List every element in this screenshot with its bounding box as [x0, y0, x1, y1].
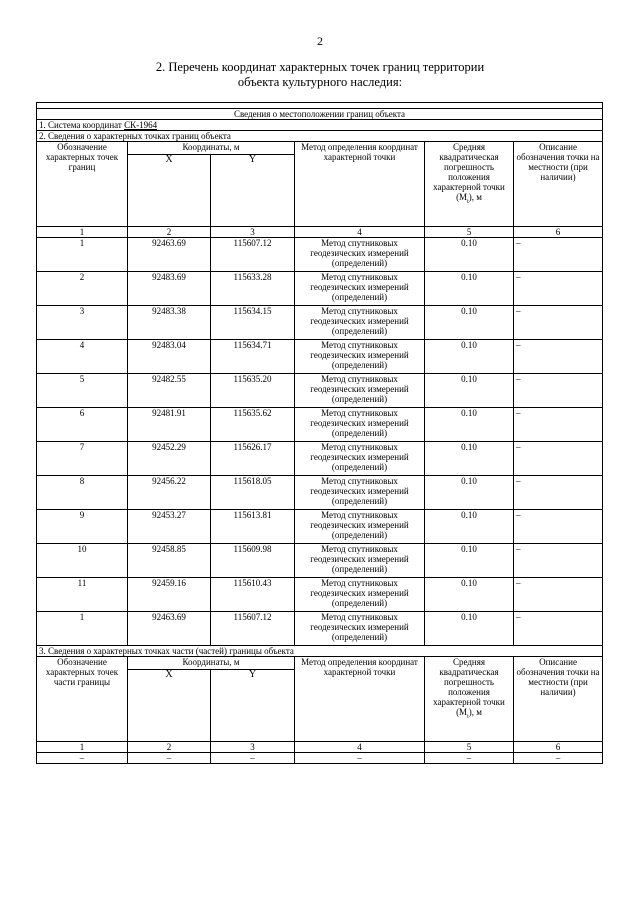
- method-line: Метод спутниковых: [321, 510, 398, 520]
- method-cell: [295, 340, 425, 374]
- point-description: –: [514, 374, 603, 408]
- coord-x: 92463.69: [128, 612, 211, 646]
- method-line: геодезических измерений: [310, 622, 409, 632]
- method-line: геодезических измерений: [310, 452, 409, 462]
- table-row: [37, 544, 603, 578]
- column-number-4: 4: [295, 227, 425, 238]
- header-accuracy: [425, 142, 514, 227]
- point-description: –: [514, 340, 603, 374]
- coord-y: 115613.81: [211, 510, 295, 544]
- point-number: 10: [37, 544, 128, 578]
- method-line: Метод спутниковых: [321, 476, 398, 486]
- title-line-2: объекта культурного наследия:: [237, 75, 403, 89]
- part-column-number-5: 5: [425, 742, 514, 753]
- header-accuracy-tail: ), м: [468, 192, 482, 202]
- coord-system-row: [37, 120, 603, 131]
- method-line: Метод спутниковых: [321, 612, 398, 622]
- table-row: [37, 408, 603, 442]
- accuracy-value: 0.10: [425, 578, 514, 612]
- coord-x: 92482.55: [128, 374, 211, 408]
- table-row: [37, 306, 603, 340]
- table-heading-row: [37, 109, 603, 120]
- method-cell: [295, 578, 425, 612]
- method-line: (определений): [331, 428, 388, 438]
- point-number: 7: [37, 442, 128, 476]
- method-line: геодезических измерений: [310, 316, 409, 326]
- coord-y: 115635.62: [211, 408, 295, 442]
- method-cell: [295, 374, 425, 408]
- method-line: Метод спутниковых: [321, 340, 398, 350]
- point-number: 1: [37, 238, 128, 272]
- method-line: (определений): [331, 292, 388, 302]
- method-line: Метод спутниковых: [321, 374, 398, 384]
- header-x: X: [128, 155, 211, 227]
- coord-system-label: 1. Система координат: [39, 120, 122, 130]
- coord-y: 115607.12: [211, 238, 295, 272]
- point-description: –: [514, 238, 603, 272]
- section-3-title: 3. Сведения о характерных точках части (частей) границы объекта: [37, 646, 603, 657]
- method-line: Метод спутниковых: [321, 272, 398, 282]
- point-description: –: [514, 476, 603, 510]
- method-cell: [295, 510, 425, 544]
- section-2-title: 2. Сведения о характерных точках границ объекта: [37, 131, 603, 142]
- part-header-accuracy: [425, 657, 514, 742]
- point-number: 6: [37, 408, 128, 442]
- part-header-accuracy-text: Средняя квадратическая погрешность положения характерной точки (M: [433, 657, 505, 717]
- coord-x: 92456.22: [128, 476, 211, 510]
- coord-y: 115634.71: [211, 340, 295, 374]
- method-line: (определений): [331, 598, 388, 608]
- point-number: 2: [37, 272, 128, 306]
- header-y: Y: [211, 155, 295, 227]
- coord-x: 92452.29: [128, 442, 211, 476]
- method-cell: [295, 544, 425, 578]
- part-column-number-1: 1: [37, 742, 128, 753]
- method-line: (определений): [331, 530, 388, 540]
- coord-x: 92481.91: [128, 408, 211, 442]
- point-description: –: [514, 612, 603, 646]
- point-description: –: [514, 442, 603, 476]
- coord-y: 115633.28: [211, 272, 295, 306]
- accuracy-value: 0.10: [425, 238, 514, 272]
- accuracy-value: 0.10: [425, 476, 514, 510]
- point-number: 5: [37, 374, 128, 408]
- part-header-row-1: [37, 657, 603, 670]
- table-row: [37, 340, 603, 374]
- accuracy-value: 0.10: [425, 374, 514, 408]
- coord-x: 92463.69: [128, 238, 211, 272]
- coord-x: 92483.04: [128, 340, 211, 374]
- table-row: [37, 442, 603, 476]
- accuracy-value: 0.10: [425, 272, 514, 306]
- accuracy-value: 0.10: [425, 612, 514, 646]
- coord-x: 92483.69: [128, 272, 211, 306]
- method-cell: [295, 476, 425, 510]
- method-line: Метод спутниковых: [321, 578, 398, 588]
- part-cell-2: –: [128, 753, 211, 764]
- method-line: (определений): [331, 394, 388, 404]
- coord-system: [37, 120, 603, 131]
- point-number: 4: [37, 340, 128, 374]
- table-row: [37, 612, 603, 646]
- column-number-5: 5: [425, 227, 514, 238]
- header-accuracy-text: Средняя квадратическая погрешность положения характерной точки (M: [433, 142, 505, 202]
- point-description: –: [514, 408, 603, 442]
- coord-x: 92458.85: [128, 544, 211, 578]
- method-line: (определений): [331, 564, 388, 574]
- column-number-3: 3: [211, 227, 295, 238]
- coord-y: 115609.98: [211, 544, 295, 578]
- part-header-accuracy-tail: ), м: [468, 707, 482, 717]
- part-column-numbers-row: [37, 742, 603, 753]
- method-line: (определений): [331, 360, 388, 370]
- table-row: [37, 510, 603, 544]
- column-numbers-row: [37, 227, 603, 238]
- method-line: Метод спутниковых: [321, 442, 398, 452]
- table-row: [37, 578, 603, 612]
- title-line-1: 2. Перечень координат характерных точек границ территории: [155, 60, 485, 74]
- coord-y: 115635.20: [211, 374, 295, 408]
- accuracy-value: 0.10: [425, 442, 514, 476]
- page-number: 2: [317, 34, 323, 48]
- point-description: –: [514, 510, 603, 544]
- method-line: геодезических измерений: [310, 350, 409, 360]
- header-method: Метод определения координат характерной точки: [295, 142, 425, 227]
- table-row: [37, 374, 603, 408]
- coord-y: 115626.17: [211, 442, 295, 476]
- method-line: Метод спутниковых: [321, 408, 398, 418]
- part-header-coordinates: Координаты, м: [128, 657, 295, 670]
- method-cell: [295, 612, 425, 646]
- method-line: (определений): [331, 258, 388, 268]
- coord-x: 92459.16: [128, 578, 211, 612]
- coord-y: 115607.12: [211, 612, 295, 646]
- part-header-description: Описание обозначения точки на местности (при наличии): [514, 657, 603, 742]
- method-cell: [295, 238, 425, 272]
- coord-x: 92483.38: [128, 306, 211, 340]
- point-number: 3: [37, 306, 128, 340]
- header-coordinates: Координаты, м: [128, 142, 295, 155]
- coord-y: 115610.43: [211, 578, 295, 612]
- table-heading: Сведения о местоположении границ объекта: [37, 109, 603, 120]
- part-cell-4: –: [295, 753, 425, 764]
- method-line: (определений): [331, 326, 388, 336]
- table-row: [37, 476, 603, 510]
- method-line: геодезических измерений: [310, 248, 409, 258]
- method-line: (определений): [331, 496, 388, 506]
- part-header-accuracy-sub: t: [467, 713, 469, 720]
- point-number: 11: [37, 578, 128, 612]
- header-accuracy-sub: t: [467, 198, 469, 205]
- method-line: (определений): [331, 632, 388, 642]
- header-row-1: [37, 142, 603, 155]
- column-number-2: 2: [128, 227, 211, 238]
- table-row: [37, 272, 603, 306]
- method-line: Метод спутниковых: [321, 544, 398, 554]
- method-cell: [295, 442, 425, 476]
- method-cell: [295, 408, 425, 442]
- part-data-row: [37, 753, 603, 764]
- part-cell-3: –: [211, 753, 295, 764]
- part-column-number-6: 6: [514, 742, 603, 753]
- accuracy-value: 0.10: [425, 340, 514, 374]
- point-number: 1: [37, 612, 128, 646]
- point-number: 8: [37, 476, 128, 510]
- method-line: Метод спутниковых: [321, 306, 398, 316]
- point-number: 9: [37, 510, 128, 544]
- point-description: –: [514, 272, 603, 306]
- method-line: геодезических измерений: [310, 554, 409, 564]
- part-column-number-3: 3: [211, 742, 295, 753]
- point-description: –: [514, 306, 603, 340]
- method-line: геодезических измерений: [310, 486, 409, 496]
- part-cell-1: –: [37, 753, 128, 764]
- method-line: Метод спутниковых: [321, 238, 398, 248]
- point-description: –: [514, 544, 603, 578]
- boundary-coordinates-table: [36, 102, 603, 764]
- coord-x: 92453.27: [128, 510, 211, 544]
- column-number-6: 6: [514, 227, 603, 238]
- part-cell-6: –: [514, 753, 603, 764]
- method-line: геодезических измерений: [310, 588, 409, 598]
- part-cell-5: –: [425, 753, 514, 764]
- table-row: [37, 238, 603, 272]
- part-column-number-4: 4: [295, 742, 425, 753]
- accuracy-value: 0.10: [425, 306, 514, 340]
- method-line: геодезических измерений: [310, 418, 409, 428]
- coord-y: 115618.05: [211, 476, 295, 510]
- method-line: геодезических измерений: [310, 282, 409, 292]
- document-title: [60, 60, 580, 90]
- column-number-1: 1: [37, 227, 128, 238]
- method-cell: [295, 306, 425, 340]
- method-line: геодезических измерений: [310, 384, 409, 394]
- accuracy-value: 0.10: [425, 544, 514, 578]
- part-header-method: Метод определения координат характерной точки: [295, 657, 425, 742]
- accuracy-value: 0.10: [425, 408, 514, 442]
- point-description: –: [514, 578, 603, 612]
- part-column-number-2: 2: [128, 742, 211, 753]
- part-header-x: X: [128, 670, 211, 742]
- method-cell: [295, 272, 425, 306]
- header-point-designation: Обозначение характерных точек границ: [37, 142, 128, 227]
- accuracy-value: 0.10: [425, 510, 514, 544]
- header-description: Описание обозначения точки на местности (при наличии): [514, 142, 603, 227]
- method-line: (определений): [331, 462, 388, 472]
- part-header-y: Y: [211, 670, 295, 742]
- section-2-row: [37, 131, 603, 142]
- coord-system-value: СК-1964: [124, 120, 158, 130]
- part-header-point-designation: Обозначение характерных точек части границы: [37, 657, 128, 742]
- method-line: геодезических измерений: [310, 520, 409, 530]
- section-3-row: [37, 646, 603, 657]
- coord-y: 115634.15: [211, 306, 295, 340]
